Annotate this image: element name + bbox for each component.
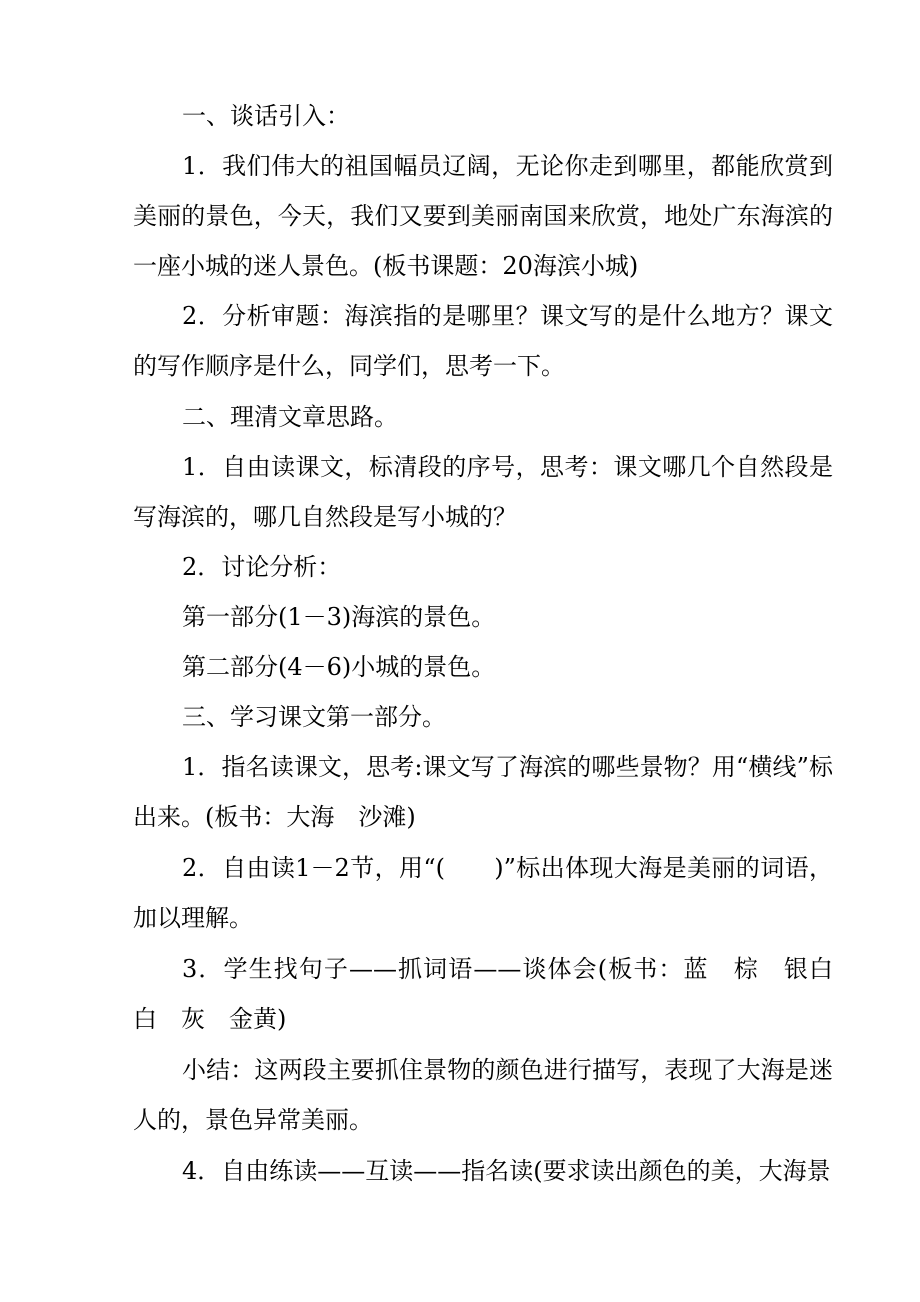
paragraph: 3．学生找句子——抓词语——谈体会(板书：蓝 棕 银白 白 灰 金黄) (133, 955, 857, 1033)
paragraph: 1．我们伟大的祖国幅员辽阔，无论你走到哪里，都能欣赏到美丽的景色，今天，我们又要到美丽南国来欣赏，地处广东海滨的一座小城的迷人景色。(板书课题：20海滨小城) (133, 152, 833, 280)
paragraph: 小结：这两段主要抓住景物的颜色进行描写，表现了大海是迷人的，景色异常美丽。 (133, 1056, 833, 1134)
paragraph: 2．自由读1－2节，用“( )”标出体现大海是美丽的词语，加以理解。 (133, 854, 833, 932)
section-heading-2: 二、理清文章思路。 (182, 403, 398, 431)
paragraph: 第一部分(1－3)海滨的景色。 (182, 603, 496, 631)
paragraph: 1．自由读课文，标清段的序号，思考：课文哪几个自然段是写海滨的，哪几自然段是写小城的？ (133, 453, 833, 531)
paragraph: 4．自由练读——互读——指名读(要求读出颜色的美，大海景 (182, 1157, 831, 1185)
section-heading-3: 三、学习课文第一部分。 (182, 703, 446, 731)
paragraph: 2．讨论分析： (182, 553, 342, 581)
paragraph: 1．指名读课文，思考:课文写了海滨的哪些景物？用“横线”标出来。(板书：大海 沙滩) (133, 753, 833, 831)
paragraph: 第二部分(4－6)小城的景色。 (182, 653, 496, 681)
section-heading-1: 一、谈话引入： (182, 102, 350, 130)
paragraph: 2．分析审题：海滨指的是哪里？课文写的是什么地方？课文的写作顺序是什么，同学们，思考一下。 (133, 302, 833, 380)
